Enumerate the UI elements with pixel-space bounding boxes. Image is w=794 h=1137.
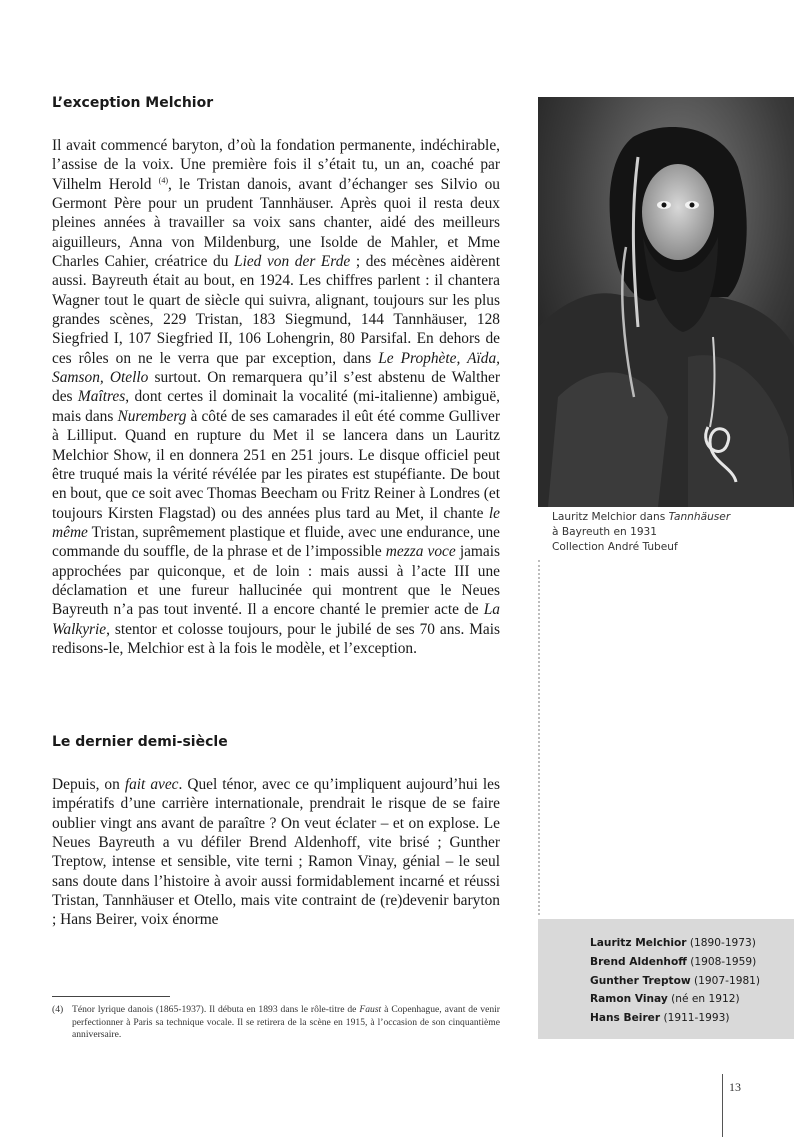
italic-title: fait avec [124,776,179,793]
singer-name: Lauritz Melchior [590,937,687,949]
text-run: surtout. On remarquera qu’il s’est abstenu de Walther des [52,369,500,406]
sidebar-dotted-rule [538,560,540,915]
caption-prefix: Lauritz Melchior dans [552,511,669,523]
italic-title: le même [52,504,500,541]
singer-dates: (né en 1912) [671,993,740,1006]
photo-caption [552,510,792,555]
section-heading-dernier-demi-siecle: Le dernier demi-siècle [52,734,228,750]
singer-name: Brend Aldenhoff [590,955,687,968]
italic-title: La Walkyrie [52,601,500,638]
text-run: Il avait commencé baryton, d’où la fondation permanente, indéchirable, l’assise de la voix. Une première fois il s’était tu, un an, coaché par Vilhelm Herold [52,137,500,193]
singer-item [590,990,760,1009]
footnote-divider [52,996,170,997]
caption-work-title: Tannhäuser [668,511,731,523]
paragraph-melchior [52,136,500,658]
text-run: , le Tristan danois, avant d’échanger ses Silvio ou Germont Père pour un prudent Tannhäuser. Après quoi il resta deux pleines années à travailler sa voix sans chanter, aidé des meilleurs aiguilleurs, Anna von Mildenburg, une Isolde de Mahler, et Mme Charles Cahier, créatrice du [52,175,500,271]
text-run: jamais approchées par quiconque, et de loin : mais aussi à l’acte III une déclamation et une fureur hallucinée qui montrent que le Neues Bayreuth n’a pas tout inventé. Il a encore chanté le premier acte de [52,543,500,619]
singer-item [590,934,760,953]
text-run: , stentor et colosse toujours, pour le jubilé de ses 70 ans. Mais redisons-le, Melchior est à la fois le modèle, et l’exception. [52,620,500,657]
italic-title: Maîtres [77,388,126,406]
text-run: Depuis, on [52,776,125,793]
text-run: , dont certes il dominait la vocalité (mi-italienne) ambiguë, mais dans [52,388,500,425]
footnote-text [52,1004,500,1042]
singer-name: Hans Beirer [590,1012,661,1025]
caption-location: à Bayreuth en 1931 [552,526,658,538]
page-number-rule [722,1074,723,1137]
footnote [52,1004,500,1042]
paragraph-dernier-demi-siecle [52,775,500,930]
section-heading-melchior: L’exception Melchior [52,95,214,111]
singer-name: Gunther Treptow [590,974,691,987]
singer-item [590,972,760,991]
singer-dates-box [538,919,794,1039]
singer-dates: (1907-1981) [694,974,761,987]
portrait-photo-icon [538,97,794,507]
singer-item [590,953,760,972]
text-run: à côté de ses camarades il eût été comme Gulliver à Lilliput. Quand en rupture du Met il se lancera dans un Lauritz Melchior Show, il en donnera 251 en 251 jours. Le disque officiel peut être truqué mais la vérité révélée par les pirates est stupéfiante. De bout en bout, que ce soit avec Thomas Beecham ou Fritz Reiner à Londres (et toujours Kirsten Flagstad) ou des années plus tard au Met, il chante [52,407,500,522]
caption-credit: Collection André Tubeuf [552,541,678,553]
singer-dates: (1890-1973) [689,937,756,949]
italic-title: Le Prophète, Aïda, Samson, Otello [52,349,501,387]
text-run: Ténor lyrique danois (1865-1937). Il débuta en 1893 dans le rôle-titre de [72,1004,360,1015]
portrait-photo [538,97,794,507]
text-run: ; des mécènes aidèrent aussi. Bayreuth était au bout, en 1924. Les chiffres parlent : il chantera Wagner tout le quart de siècle qui suivra, alignant, toujours sur les plus grandes scènes, 229 Tristan, 183 Siegmund, 144 Tannhäuser, 128 Siegfried I, 107 Siegfried II, 106 Lohengrin, 80 Parsifal. En dehors de ces rôles on ne le verra que par exception, dans [52,253,500,367]
singer-name: Ramon Vinay [590,993,668,1006]
italic-title: Nuremberg [117,407,187,425]
italic-title: mezza voce [385,543,456,561]
singer-dates: (1911-1993) [663,1012,730,1025]
italic-title: Faust [359,1004,382,1015]
singer-dates: (1908-1959) [690,955,757,968]
text-run: Tristan, suprêmement plastique et fluide, avec une endurance, une commande du souffle, de la phrase et de l’impossible [52,523,500,561]
page-number: 13 [729,1080,741,1094]
text-run: à Copenhague, avant de venir perfectionner à Paris sa technique vocale. Il se retirera de la scène en 1915, à l’occasion de son cinquantième anniversaire. [72,1004,500,1041]
text-run: . Quel ténor, avec ce qu’impliquent aujourd’hui les impératifs d’une carrière internationale, prendrait le risque de se faire oublier vingt ans avant de paraître ? On veut éclater – et on explose. Le Neues Bayreuth a vu défiler Brend Aldenhoff, vite brisé ; Gunther Treptow, intense et sensible, vite terni ; Ramon Vinay, génial – le seul sans doute dans l’histoire à avoir aussi formidablement incarné et réussi Tristan, Tannhäuser et Otello, mais vite contraint de (re)devenir baryton ; Hans Beirer, voix énorme [52,776,500,929]
singer-item [590,1009,760,1028]
footnote-number: (4) [52,1004,64,1015]
footnote-reference: (4) [158,175,168,185]
singer-list [590,934,760,1028]
italic-title: Lied von der Erde [234,253,351,271]
